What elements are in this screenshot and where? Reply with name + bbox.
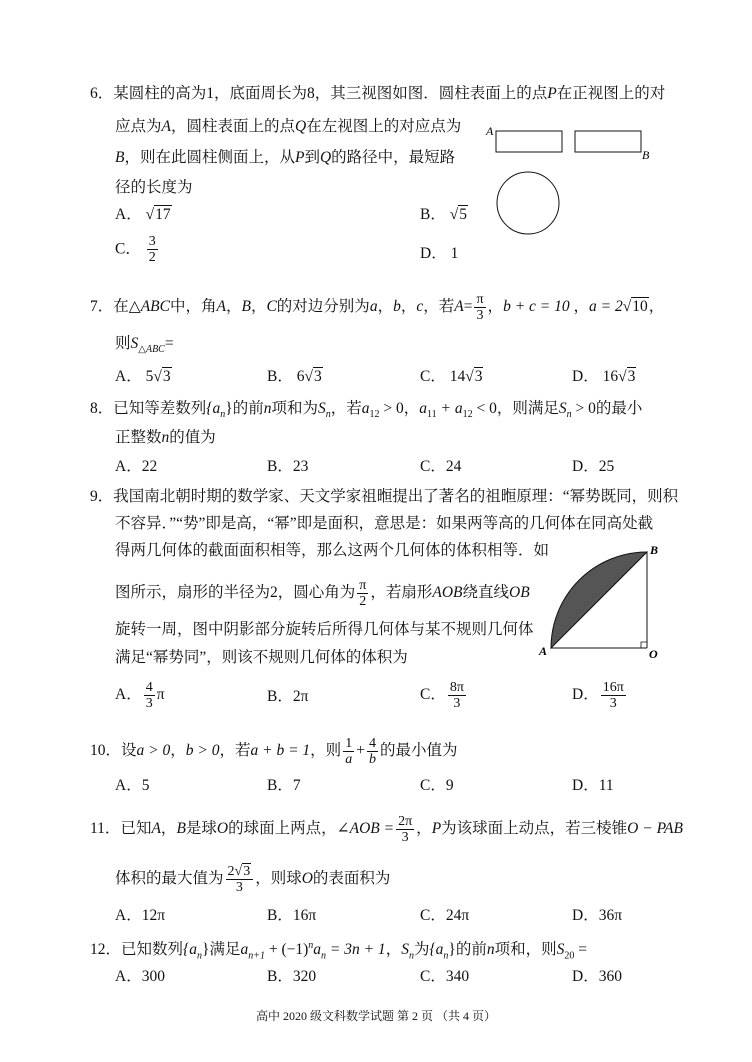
q9-line4 [115, 578, 530, 609]
option-value: 5 [141, 777, 150, 794]
q10-text: ，则 [310, 742, 342, 760]
fig-label-B: B [650, 543, 659, 557]
q9-line5: 旋转一周，图中阴影部分旋转后所得几何体与某不规则几何体 [115, 621, 534, 638]
option-value: 360 [598, 968, 622, 985]
q8-text: ，若 [330, 400, 362, 417]
q12-subscript: n+1 [248, 950, 265, 962]
q11-option-a [115, 906, 165, 926]
option-label: C． [420, 368, 446, 385]
q7-text: 在△ [113, 298, 141, 316]
numerator: 4 [145, 680, 153, 695]
q11-text: 为该球面上动点，若三棱锥 [441, 820, 628, 838]
q12-text: } [448, 941, 456, 959]
q6-text: 在左视图上的对应点为 [306, 118, 462, 135]
option-label: A． [115, 968, 142, 985]
q8-var: S [558, 400, 567, 417]
q12-subscript: n [321, 950, 327, 962]
coef: 14 [449, 368, 466, 385]
numerator: π [359, 578, 367, 593]
denominator: b [368, 752, 376, 767]
sqrt: √3 [234, 864, 251, 879]
sqrt: √17 [145, 206, 171, 223]
q9-sector-figure [535, 540, 670, 665]
denominator: 3 [145, 696, 153, 711]
q10-text: 设 [121, 742, 137, 760]
option-label: A． [115, 907, 142, 924]
q10-condition: b > 0 [185, 742, 220, 760]
q12-expr: {a [183, 941, 197, 959]
q12-var: S [556, 941, 565, 959]
q8-var: a [419, 400, 427, 417]
q8-text: } [225, 400, 233, 417]
option-label: D． [572, 368, 599, 385]
q6-text: 到 [304, 149, 320, 166]
option-label: A． [115, 206, 142, 223]
option-value: 1 [450, 245, 459, 262]
sqrt: √5 [449, 206, 467, 223]
q9-var: OB [509, 584, 530, 602]
option-label: B． [267, 968, 293, 985]
q8-subscript: n [220, 409, 226, 421]
fraction [367, 736, 378, 767]
option-label: D． [572, 686, 599, 704]
q7-var: S [130, 335, 139, 352]
q6-var: Q [295, 118, 307, 135]
q11-text: 已知 [120, 820, 152, 838]
option-value: 24π [445, 907, 470, 924]
q8-text: > 0 [571, 400, 596, 417]
option-label: B． [267, 907, 293, 924]
q6-var: P [294, 149, 305, 166]
q7-var: c [416, 298, 424, 316]
q12-var: a [240, 941, 249, 959]
q8-text: 已知等差数列 [113, 400, 207, 417]
option-value: 7 [292, 777, 301, 794]
q6-line4: 径的长度为 [115, 179, 193, 196]
q12-subscript: n [408, 950, 414, 962]
q7-var: ABC [140, 298, 170, 316]
q6-var: B [115, 149, 125, 166]
fraction [357, 578, 368, 609]
fig-label-A: A [486, 124, 494, 138]
q8-subscript: 12 [462, 409, 473, 421]
numerator: 16π [602, 680, 624, 695]
q9-var: AOB [432, 584, 463, 602]
q7-line2 [115, 334, 174, 360]
q8-number: 8． [90, 400, 114, 417]
option-label: B． [267, 688, 293, 705]
q8-var: a [361, 400, 370, 417]
q9-text: ，若扇形 [370, 584, 433, 602]
q6-var: A [161, 118, 171, 135]
q7-var: B [241, 298, 251, 316]
option-label: B． [267, 777, 293, 794]
fraction [396, 814, 414, 845]
q12-number: 12． [90, 941, 122, 959]
q10-option-c [420, 776, 454, 796]
denominator: 2 [359, 594, 367, 609]
q11-text: 的球面上两点， [228, 820, 337, 838]
q9-line1 [90, 487, 678, 507]
numerator [226, 864, 254, 880]
q12-text: ， [385, 941, 402, 959]
q12-subscript: 20 [564, 950, 575, 962]
q6-text: 的路径中，最短路 [331, 149, 456, 166]
radicand: 3 [162, 368, 171, 385]
option-value: π [156, 686, 165, 704]
q8-option-a [115, 457, 157, 477]
front-view-rect [496, 131, 562, 152]
option-value: 11 [598, 777, 614, 794]
fraction [147, 234, 158, 265]
q8-subscript: n [566, 409, 572, 421]
q12-text: } [201, 941, 210, 959]
denominator: 3 [609, 696, 617, 711]
q10-text: 的最小值为 [379, 742, 458, 760]
q7-var: b [393, 298, 401, 316]
q9-line6: 满足“幂势同”，则该不规则几何体的体积为 [115, 649, 408, 666]
q9-option-b [267, 687, 308, 707]
q9-text: 图所示，扇形的半径为2，圆心角为 [115, 584, 356, 602]
q11-text: ， [416, 820, 432, 838]
q8-subscript: 12 [369, 409, 380, 421]
coef: 2 [227, 864, 235, 879]
q12-text: 为 [413, 941, 430, 959]
q11-var: P [431, 820, 442, 838]
q9-text: 绕直线 [462, 584, 510, 602]
q11-var: O [216, 820, 229, 838]
q12-subscript: n [443, 950, 449, 962]
denominator: 3 [235, 880, 243, 895]
sqrt: √3 [618, 368, 636, 385]
q8-option-c [420, 457, 461, 477]
radicand: 3 [627, 368, 636, 385]
q12-subscript: n [196, 950, 202, 962]
option-label: C． [420, 968, 446, 985]
q12-text: 项和，则 [494, 941, 557, 959]
q8-option-d [572, 457, 614, 477]
q7-var: A [454, 298, 464, 316]
q12-option-c [420, 967, 469, 987]
q8-text: 的最小 [595, 400, 643, 417]
q12-option-b [267, 967, 316, 987]
coef: 16 [602, 368, 619, 385]
option-value: 320 [292, 968, 317, 985]
q7-text: 的对边分别为 [276, 298, 370, 316]
option-label: C． [115, 240, 141, 258]
q8-text: > 0 [379, 400, 404, 417]
q11-text: 体积的最大值为 [115, 870, 224, 888]
sqrt: √10 [622, 298, 648, 316]
q7-text: = [164, 335, 174, 352]
q10-number: 10． [90, 742, 122, 760]
q12-text: 的前 [455, 941, 487, 959]
radicand: 3 [474, 368, 483, 385]
q10-text: ，若 [219, 742, 251, 760]
numerator: 4 [368, 736, 376, 751]
coef: 5 [145, 368, 154, 385]
q6-line2 [115, 117, 461, 137]
option-value: 9 [445, 777, 454, 794]
q11-text: ， [160, 820, 177, 838]
option-value: 12π [141, 907, 166, 924]
fraction [474, 292, 485, 323]
q8-text: 的前 [232, 400, 264, 417]
q12-var: a [313, 941, 322, 959]
option-label: D． [572, 777, 599, 794]
q7-text: ，若 [423, 298, 455, 316]
q11-option-d [572, 906, 622, 926]
q8-expr: + a [436, 400, 463, 417]
option-value: 36π [598, 907, 623, 924]
option-value: 16π [292, 907, 317, 924]
q6-three-view-figure [485, 124, 655, 239]
option-label: C． [420, 686, 446, 704]
q12-expr: = 3n + 1 [326, 941, 386, 959]
shaded-region [551, 552, 647, 648]
option-value: 340 [445, 968, 470, 985]
q9-number: 9． [90, 488, 114, 505]
numerator: 8π [449, 680, 464, 695]
q11-text: ，则球 [255, 870, 302, 888]
q7-option-d [572, 367, 636, 387]
q8-var: n [263, 400, 272, 417]
q7-number: 7． [90, 298, 114, 316]
q10-option-d [572, 776, 614, 796]
q9-line2: 不容异．”“势”即是高，“幂”即是面积，意思是：如果两等高的几何体在同高处截 [115, 515, 654, 532]
q6-text: 在正视图上的对 [556, 85, 666, 102]
denominator: a [345, 752, 353, 767]
option-value: 300 [141, 968, 165, 985]
side-view-rect [575, 131, 641, 152]
q6-option-b [420, 205, 468, 225]
fig-label-B: B [642, 148, 650, 162]
option-label: B． [420, 206, 446, 223]
fraction [343, 736, 354, 767]
denominator: 3 [401, 830, 409, 845]
q6-var: Q [319, 149, 332, 166]
q11-var: O [301, 870, 313, 888]
q10-condition: a + b = 1 [250, 742, 311, 760]
q7-option-c [420, 367, 483, 387]
q12-text: = [574, 941, 588, 959]
q7-line1: 7．在△ABC中，角A，B，C的对边分别为a，b，c，若A= $\frac{\pi}{3}$ ，b + c = 10 ，a = 2√10， [90, 292, 665, 323]
q12-option-d [572, 967, 622, 987]
coef: 6 [296, 368, 305, 385]
option-label: A． [115, 686, 142, 704]
q12-text: + (−1) [264, 941, 309, 959]
q7-var: A [216, 298, 226, 316]
q8-line2 [115, 428, 216, 448]
q12-expr: {a [429, 941, 444, 959]
q8-text: 项和为 [271, 400, 318, 417]
denominator: 2 [148, 250, 156, 265]
fraction [226, 864, 254, 895]
fig-label-O: O [649, 647, 658, 661]
q12-option-a [115, 967, 165, 987]
q7-condition: a = 2 [589, 298, 623, 316]
q6-text: 应点为 [115, 118, 162, 135]
option-label: C． [420, 777, 446, 794]
q6-option-c [115, 234, 160, 265]
denominator: 3 [476, 308, 484, 323]
fraction [448, 680, 466, 711]
numerator: 2π [398, 814, 413, 829]
q11-var: A [151, 820, 161, 838]
q6-line1 [90, 84, 665, 104]
option-value: 24 [445, 458, 462, 475]
q8-text: 正整数 [115, 429, 162, 446]
q7-option-a [115, 367, 172, 387]
option-label: D． [572, 968, 599, 985]
option-label: B． [267, 368, 293, 385]
q10-option-b [267, 776, 301, 796]
q11-line1 [90, 814, 683, 845]
denominator: 3 [453, 696, 461, 711]
radicand: 10 [632, 298, 648, 316]
fraction [601, 680, 626, 711]
q11-text: 的表面积为 [312, 870, 391, 888]
q6-text: ，圆柱表面上的点 [170, 118, 295, 135]
q12-var: n [486, 941, 495, 959]
q7-text: 则 [115, 335, 131, 352]
q12-text: 满足 [209, 941, 241, 959]
q6-line3 [115, 148, 455, 168]
option-label: A． [115, 368, 142, 385]
sqrt: √3 [304, 368, 322, 385]
q11-text: 是球 [185, 820, 217, 838]
option-value: 2π [292, 688, 309, 705]
option-value: 23 [292, 458, 309, 475]
q6-option-a [115, 205, 172, 225]
q8-option-b [267, 457, 308, 477]
q11-line2 [115, 864, 390, 895]
q7-text: 中，角 [169, 298, 217, 316]
fig-label-A: A [539, 644, 548, 658]
q10-condition: a > 0 [136, 742, 171, 760]
option-label: C． [420, 907, 446, 924]
option-label: A． [115, 458, 142, 475]
q10-line: 10．设a > 0，b > 0，若a + b = 1，则 $\frac{1}{a}$ + $\frac{4}{b}$ 的最小值为 [90, 736, 458, 767]
fraction [144, 680, 155, 711]
q9-line3: 得两几何体的截面面积相等，那么这两个几何体的体积相等．如 [115, 542, 550, 559]
right-angle-mark [641, 642, 647, 648]
q8-var: n [161, 429, 170, 446]
q6-text: ，则在此圆柱侧面上，从 [124, 149, 295, 166]
q7-condition: b + c = 10 [503, 298, 570, 316]
q12-var: S [401, 941, 409, 959]
option-label: D． [572, 458, 599, 475]
q8-var: S [317, 400, 326, 417]
top-view-circle [497, 172, 559, 234]
q9-text: 我国南北朝时期的数学家、天文学家祖暅提出了著名的祖暅原理：“幂势既同，则积 [113, 488, 679, 505]
q11-option-c [420, 906, 469, 926]
q9-option-d [572, 680, 628, 711]
radicand: 5 [459, 206, 467, 223]
q10-text: + [356, 742, 365, 760]
option-label: B． [267, 458, 293, 475]
q7-var: a [369, 298, 378, 316]
radicand: 3 [243, 864, 251, 879]
radicand: 17 [155, 206, 171, 223]
q6-option-d [420, 244, 458, 264]
q6-var: P [547, 85, 557, 102]
option-label: D． [420, 245, 447, 262]
option-value: 25 [598, 458, 615, 475]
q12-line [90, 936, 587, 966]
q7-text: = [463, 298, 473, 316]
q12-superscript: n [308, 940, 314, 951]
option-label: C． [420, 458, 446, 475]
q11-expr: ∠AOB = [336, 820, 395, 838]
q7-option-b [267, 367, 323, 387]
q6-number: 6． [90, 85, 114, 102]
q11-option-b [267, 906, 316, 926]
q6-text: 某圆柱的高为1，底面周长为8，其三视图如图．圆柱表面上的点 [113, 85, 548, 102]
q11-expr: O − PAB [627, 820, 683, 838]
option-label: A． [115, 777, 142, 794]
q7-var: C [266, 298, 277, 316]
radicand: 3 [313, 368, 322, 385]
q8-text: 的值为 [169, 429, 216, 446]
q11-number: 11． [90, 820, 121, 838]
q8-line1: 8．已知等差数列$\{a_n\}$的前n项和为$S_n$，若$a_{12} > 0$，$a_{11} + a_{12} < 0$，则满足$S_n > 0$的最小 [90, 400, 643, 421]
sqrt: √3 [465, 368, 483, 385]
option-value: 22 [141, 458, 158, 475]
q11-var: B [176, 820, 186, 838]
numerator: 3 [148, 234, 156, 249]
q8-subscript: 11 [427, 409, 437, 421]
q8-subscript: n [325, 409, 331, 421]
q12-text: 已知数列 [121, 941, 184, 959]
q8-text: ，则满足 [496, 400, 559, 417]
q9-option-a [115, 680, 165, 711]
q8-expr: {a [206, 400, 221, 417]
page-footer: 高中 2020 级文科数学试题 第 2 页 （共 4 页） [255, 1009, 496, 1023]
q9-option-c [420, 680, 468, 711]
q8-text: < 0 [472, 400, 497, 417]
option-label: D． [572, 907, 599, 924]
numerator: 1 [345, 736, 353, 751]
numerator: π [476, 292, 484, 307]
sqrt: √3 [153, 368, 171, 385]
q10-option-a [115, 776, 149, 796]
q7-subscript: △ABC [138, 344, 165, 356]
